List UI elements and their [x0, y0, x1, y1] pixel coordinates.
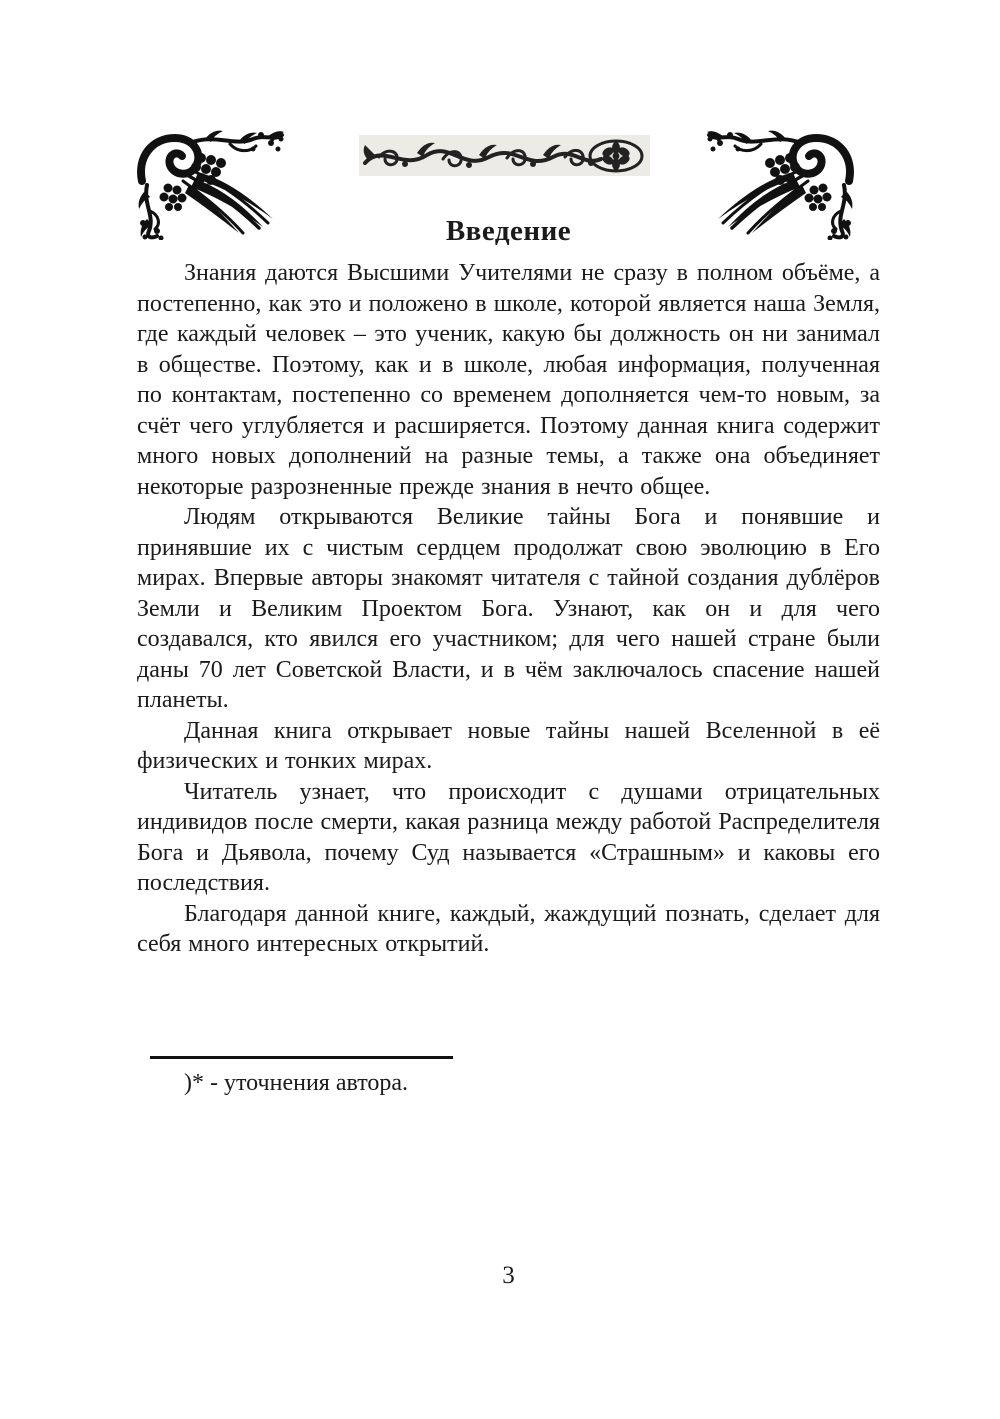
page-number: 3	[502, 1262, 515, 1289]
footnote-text: )* - уточнения автора.	[184, 1070, 409, 1096]
footnote	[137, 1056, 880, 1097]
paragraph: Данная книга открывает новые тайны нашей Вселенной в её физических и тонких мирах.	[137, 717, 880, 774]
paragraph: Читатель узнает, что происходит с душами отрицательных индивидов после смерти, какая разница между работой Распределителя Бога и Дьявола, почему Суд называется «Страшным» и каковы его последствия.	[137, 778, 880, 896]
floral-band-ornament-icon	[359, 133, 650, 178]
paragraph: Людям открываются Великие тайны Бога и понявшие и принявшие их с чистым сердцем продолжат свою эволюцию в Его мирах. Впервые авторы знакомят читателя с тайной создания дублёров Земли и Великим Проектом Бога. Узнают, как он и для чего создавался, кто явился его участником; для чего нашей стране были даны 70 лет Советской Власти, и в чём заключалось спасение нашей планеты.	[137, 504, 880, 713]
paragraph: Знания даются Высшими Учителями не сразу в полном объёме, а постепенно, как это и положено в школе, которой является наша Земля, где каждый человек – это ученик, какую бы должность он ни занимал в обществе. Поэтому, как и в школе, любая информация, полученная по контактам, постепенно со временем дополняется чем-то новым, за счёт чего углубляется и расширяется. Поэтому данная книга содержит много новых дополнений на разные темы, а также она объединяет некоторые разрозненные прежде знания в нечто общее.	[137, 260, 880, 500]
paragraph: Благодаря данной книге, каждый, жаждущий познать, сделает для себя много интересных открытий.	[137, 900, 880, 957]
chapter-title: Введение	[445, 215, 572, 248]
body-text	[137, 258, 880, 960]
